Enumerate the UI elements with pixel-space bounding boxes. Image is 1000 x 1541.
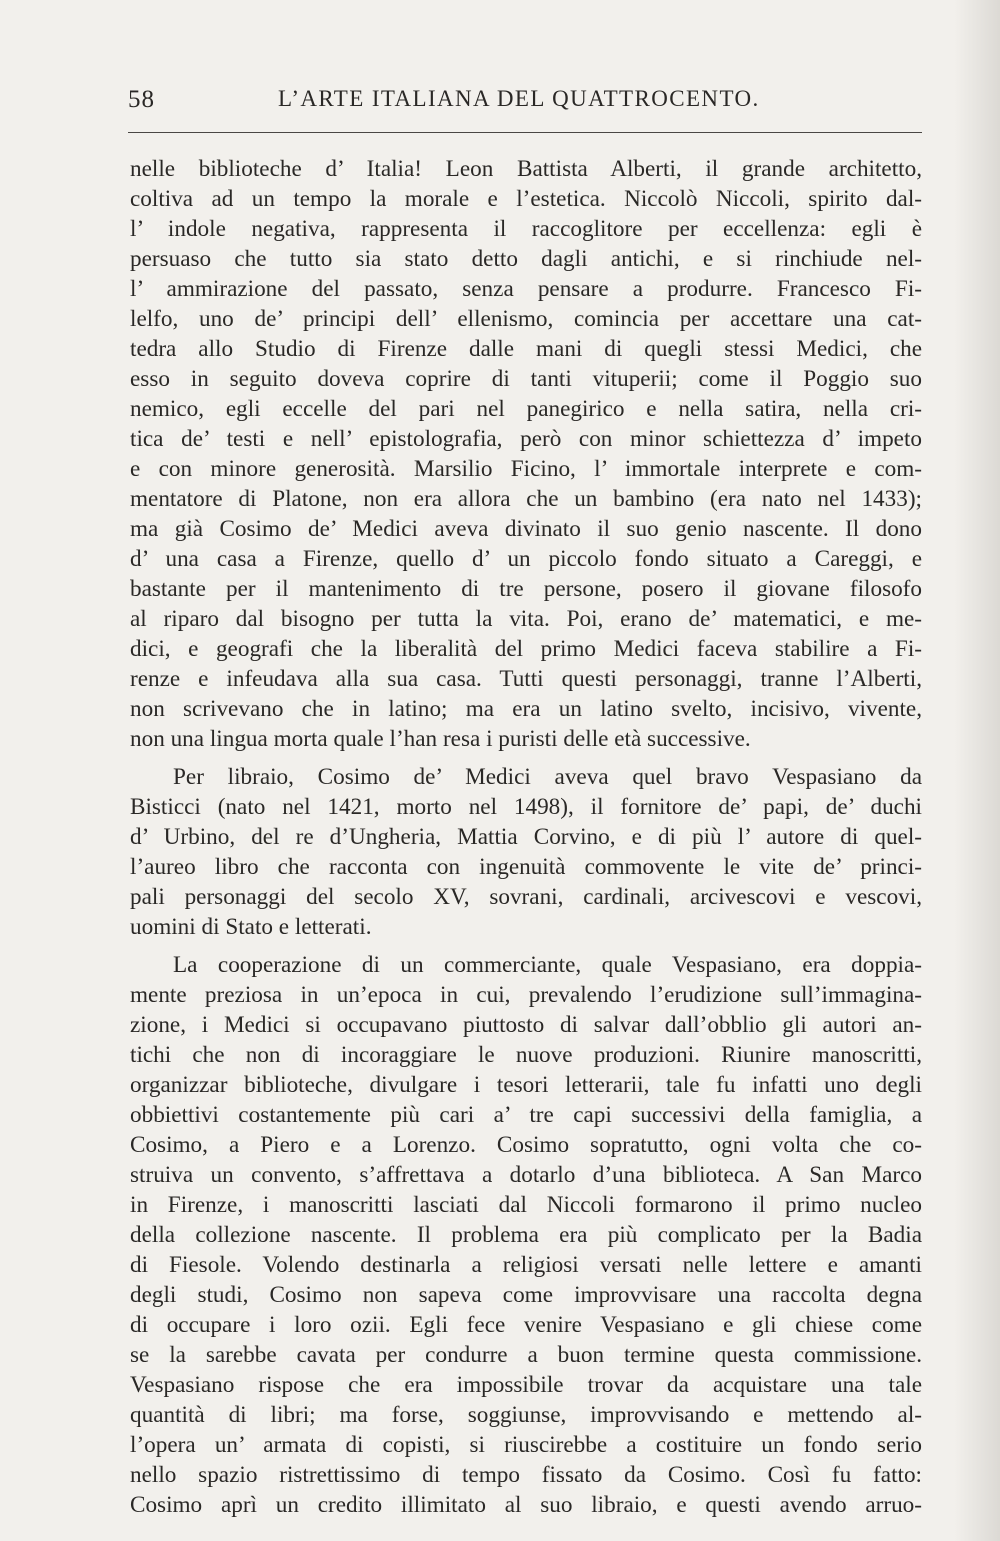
text-line: non una lingua morta quale l’han resa i puristi delle età successive. bbox=[130, 726, 751, 752]
text-line: dici, e geografi che la liberalità del primo Medici faceva stabilire a Fi- bbox=[130, 636, 922, 662]
text-line: della collezione nascente. Il problema era più complicato per la Badia bbox=[130, 1222, 922, 1248]
text-line: l’ indole negativa, rappresenta il raccoglitore per eccellenza: egli è bbox=[130, 216, 922, 242]
text-line: tedra allo Studio di Firenze dalle mani di quegli stessi Medici, che bbox=[130, 336, 922, 362]
paragraph bbox=[130, 154, 922, 754]
text-line: non scrivevano che in latino; ma era un latino svelto, incisivo, vivente, bbox=[130, 696, 922, 722]
text-line: tichi che non di incoraggiare le nuove produzioni. Riunire manoscritti, bbox=[130, 1042, 922, 1068]
text-line: zione, i Medici si occupavano piuttosto di salvar dall’obblio gli autori an- bbox=[130, 1012, 922, 1038]
text-line: bastante per il mantenimento di tre persone, posero il giovane filosofo bbox=[130, 576, 922, 602]
text-line: se la sarebbe cavata per condurre a buon termine questa commissione. bbox=[130, 1342, 922, 1368]
text-line: La cooperazione di un commerciante, quale Vespasiano, era doppia- bbox=[173, 952, 922, 978]
running-title: L’ARTE ITALIANA DEL QUATTROCENTO. bbox=[278, 86, 760, 111]
paragraph bbox=[130, 950, 922, 1520]
text-line: uomini di Stato e letterati. bbox=[130, 914, 372, 940]
text-line: nello spazio ristrettissimo di tempo fissato da Cosimo. Così fu fatto: bbox=[130, 1462, 922, 1488]
text-line: lelfo, uno de’ principi dell’ ellenismo, comincia per accettare una cat- bbox=[130, 306, 922, 332]
text-line: d’ Urbino, del re d’Ungheria, Mattia Corvino, e di più l’ autore di quel- bbox=[130, 824, 922, 850]
page-edge-shadow bbox=[954, 0, 1000, 1541]
text-line: pali personaggi del secolo XV, sovrani, cardinali, arcivescovi e vescovi, bbox=[130, 884, 922, 910]
text-line: Per libraio, Cosimo de’ Medici aveva quel bravo Vespasiano da bbox=[173, 764, 922, 790]
text-line: Vespasiano rispose che era impossibile trovar da acquistare una tale bbox=[130, 1372, 922, 1398]
text-line: Cosimo aprì un credito illimitato al suo libraio, e questi avendo arruo- bbox=[130, 1492, 922, 1518]
text-line: di occupare i loro ozii. Egli fece venire Vespasiano e gli chiese come bbox=[130, 1312, 922, 1338]
text-line: in Firenze, i manoscritti lasciati dal Niccoli formarono il primo nucleo bbox=[130, 1192, 922, 1218]
text-line: ma già Cosimo de’ Medici aveva divinato il suo genio nascente. Il dono bbox=[130, 516, 922, 542]
text-line: struiva un convento, s’affrettava a dotarlo d’una biblioteca. A San Marco bbox=[130, 1162, 922, 1188]
text-line: nemico, egli eccelle del pari nel panegirico e nella satira, nella cri- bbox=[130, 396, 922, 422]
text-line: l’ ammirazione del passato, senza pensare a produrre. Francesco Fi- bbox=[130, 276, 922, 302]
text-line: e con minore generosità. Marsilio Ficino, l’ immortale interprete e com- bbox=[130, 456, 922, 482]
text-line: organizzar biblioteche, divulgare i tesori letterarii, tale fu infatti uno degli bbox=[130, 1072, 922, 1098]
text-line: d’ una casa a Firenze, quello d’ un piccolo fondo situato a Careggi, e bbox=[130, 546, 922, 572]
text-line: Cosimo, a Piero e a Lorenzo. Cosimo sopratutto, ogni volta che co- bbox=[130, 1132, 922, 1158]
page-header bbox=[128, 86, 922, 120]
text-line: renze e infeudava alla sua casa. Tutti questi personaggi, tranne l’Alberti, bbox=[130, 666, 922, 692]
page-number: 58 bbox=[128, 86, 155, 113]
text-line: Bisticci (nato nel 1421, morto nel 1498), il fornitore de’ papi, de’ duchi bbox=[130, 794, 922, 820]
text-line: coltiva ad un tempo la morale e l’estetica. Niccolò Niccoli, spirito dal- bbox=[130, 186, 922, 212]
text-line: quantità di libri; ma forse, soggiunse, improvvisando e mettendo al- bbox=[130, 1402, 922, 1428]
text-line: l’aureo libro che racconta con ingenuità commovente le vite de’ princi- bbox=[130, 854, 922, 880]
text-line: al riparo dal bisogno per tutta la vita. Poi, erano de’ matematici, e me- bbox=[130, 606, 922, 632]
text-line: tica de’ testi e nell’ epistolografia, però con minor schiettezza d’ impeto bbox=[130, 426, 922, 452]
text-line: degli studi, Cosimo non sapeva come improvvisare una raccolta degna bbox=[130, 1282, 922, 1308]
text-line: mentatore di Platone, non era allora che un bambino (era nato nel 1433); bbox=[130, 486, 922, 512]
text-line: esso in seguito doveva coprire di tanti vituperii; come il Poggio suo bbox=[130, 366, 922, 392]
text-line: l’opera un’ armata di copisti, si riuscirebbe a costituire un fondo serio bbox=[130, 1432, 922, 1458]
paragraph bbox=[130, 762, 922, 942]
body-text bbox=[130, 154, 922, 1520]
text-line: persuaso che tutto sia stato detto dagli antichi, e si rinchiude nel- bbox=[130, 246, 922, 272]
header-rule bbox=[128, 132, 922, 133]
text-line: obbiettivi costantemente più cari a’ tre capi successivi della famiglia, a bbox=[130, 1102, 922, 1128]
text-line: di Fiesole. Volendo destinarla a religiosi versati nelle lettere e amanti bbox=[130, 1252, 922, 1278]
text-line: mente preziosa in un’epoca in cui, prevalendo l’erudizione sull’immagina- bbox=[130, 982, 922, 1008]
text-line: nelle biblioteche d’ Italia! Leon Battista Alberti, il grande architetto, bbox=[130, 156, 922, 182]
